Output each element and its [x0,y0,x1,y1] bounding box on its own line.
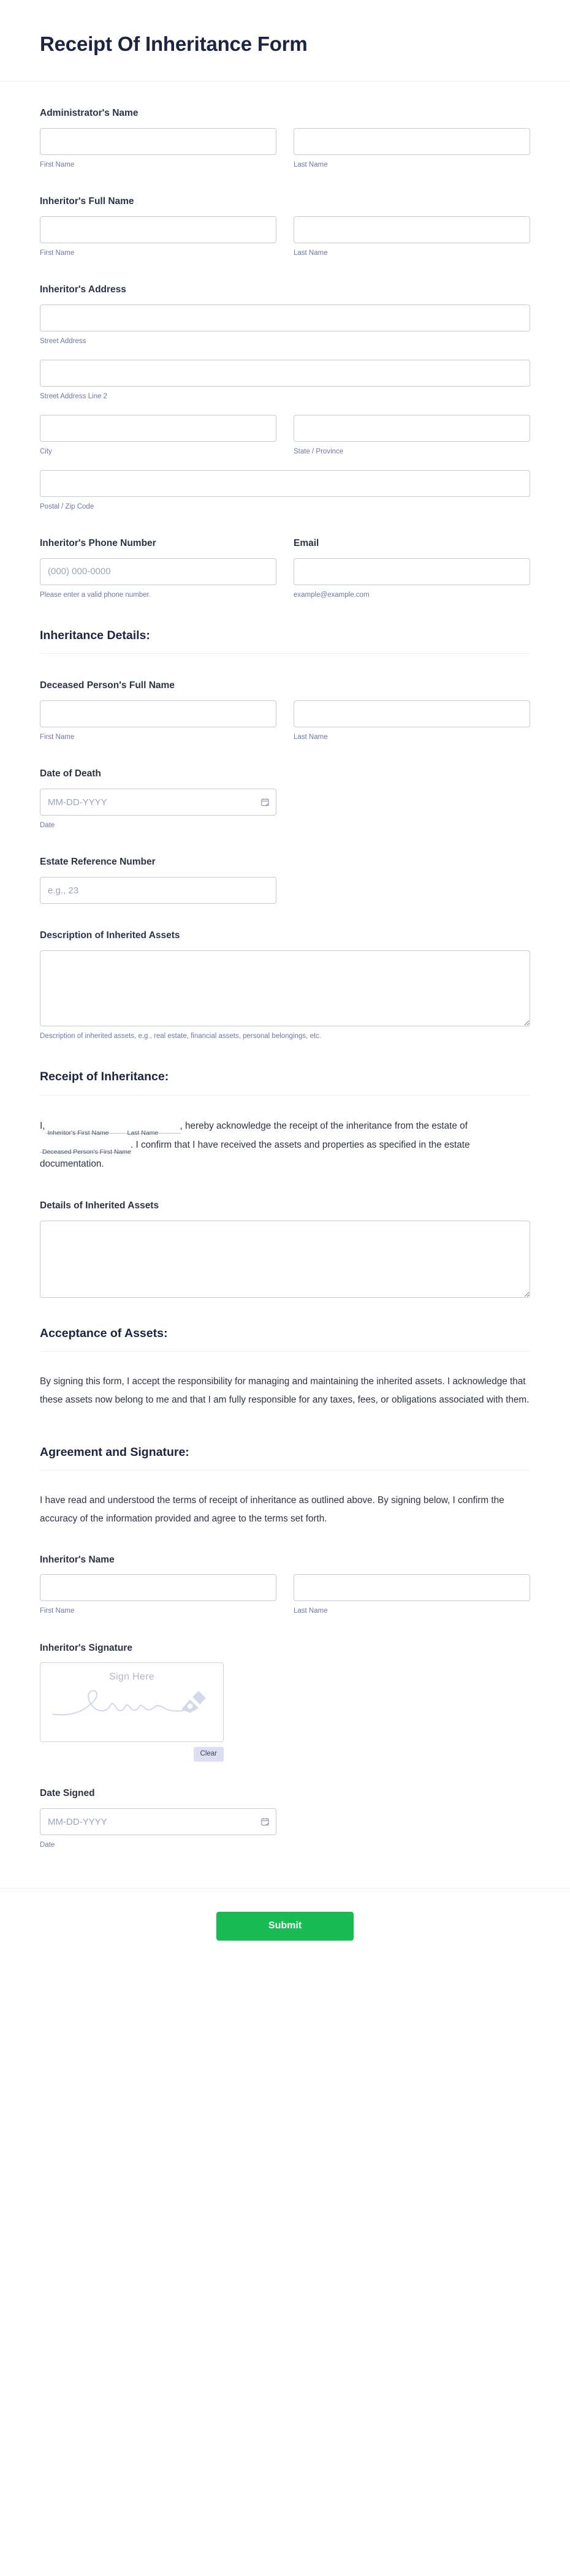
date-of-death-col [40,789,276,830]
inheritor-signature-label: Inheritor's Signature [40,1642,132,1653]
signature-placeholder-text: Sign Here [109,1672,154,1683]
description-assets-sublabel: Description of inherited assets, e.g., real estate, financial assets, personal belongings, etc. [40,1032,321,1040]
administrator-last-name-input[interactable] [294,128,530,155]
inheritor-name-sig-label: Inheritor's Name [40,1554,115,1565]
deceased-first-name-col [40,700,276,742]
phone-email-input-row [40,558,530,600]
administrator-first-name-input[interactable] [40,128,276,155]
deceased-first-name-sublabel: First Name [40,733,75,741]
form-footer [0,1888,570,1968]
date-signed-label: Date Signed [40,1788,95,1799]
administrator-first-name-col [40,128,276,170]
inheritor-address-label: Inheritor's Address [40,284,126,295]
email-input[interactable] [294,558,530,585]
description-assets-label: Description of Inherited Assets [40,930,180,941]
phone-label: Inheritor's Phone Number [40,537,156,548]
date-of-death-sublabel: Date [40,822,55,830]
page-title: Receipt Of Inheritance Form [40,32,308,55]
inheritance-details-section [40,600,530,654]
street-address-2-col [40,360,530,401]
date-of-death-label: Date of Death [40,768,101,779]
city-state-row [40,415,530,456]
inheritor-first-name-sublabel: First Name [40,249,75,257]
phone-email-label-row [40,537,530,558]
street-address-2-sublabel: Street Address Line 2 [40,392,107,400]
street-address-sublabel: Street Address [40,337,86,345]
email-col [294,558,530,600]
date-signed-wrap [40,1808,276,1835]
bottom-spacer [40,1850,530,1861]
inheritor-sig-first-name-col [40,1574,276,1616]
inline-deceased-first-name-label: Deceased Person's First Name [42,1148,131,1156]
inheritor-full-name-block [40,170,530,258]
inheritor-signature-block [40,1616,530,1762]
details-assets-textarea[interactable] [40,1221,530,1298]
phone-email-block [40,512,530,600]
estate-reference-col [40,877,276,904]
inheritor-full-name-label: Inheritor's Full Name [40,195,134,206]
administrator-last-name-sublabel: Last Name [294,161,328,169]
inheritor-address-block [40,258,530,512]
administrator-name-row [40,128,530,170]
phone-label-col [40,537,276,558]
inheritor-sig-last-name-input[interactable] [294,1574,530,1601]
date-signed-col [40,1808,276,1850]
acceptance-of-assets-section [40,1298,530,1352]
signature-placeholder-art [40,1676,223,1729]
inheritor-sig-first-name-input[interactable] [40,1574,276,1601]
deceased-last-name-col [294,700,530,742]
agreement-signature-section [40,1409,530,1471]
acceptance-of-assets-title: Acceptance of Assets: [40,1326,168,1340]
administrator-first-name-sublabel: First Name [40,161,75,169]
inheritor-last-name-input[interactable] [294,216,530,243]
administrator-name-label: Administrator's Name [40,107,139,118]
date-of-death-wrap [40,789,276,816]
state-col [294,415,530,456]
agreement-signature-paragraph: I have read and understood the terms of receipt of inheritance as outlined above. By signing below, I confirm the accuracy of the information provided and agree to the terms set forth. [40,1494,504,1524]
receipt-text-part-2: , hereby acknowledge the receipt of the inheritance from the estate of [180,1120,468,1131]
deceased-first-name-input[interactable] [40,700,276,727]
inline-inheritor-first-name-label: Inheritor's First Name [47,1129,109,1137]
submit-button[interactable]: Submit [216,1912,354,1941]
inheritor-name-sig-block [40,1528,530,1616]
inheritance-details-title: Inheritance Details: [40,628,150,642]
postal-zip-sublabel: Postal / Zip Code [40,502,94,510]
deceased-last-name-input[interactable] [294,700,530,727]
description-assets-block [40,904,530,1041]
inline-deceased-first-name-field [40,1135,131,1154]
description-assets-textarea[interactable] [40,950,530,1026]
form-header [0,0,570,81]
signature-squiggle-icon [40,1676,224,1726]
inheritor-sig-first-name-sublabel: First Name [40,1607,75,1615]
street-address-col [40,305,530,346]
inheritor-sig-last-name-col [294,1574,530,1616]
state-province-sublabel: State / Province [294,447,344,455]
date-signed-input[interactable] [40,1808,276,1835]
signature-clear-row [40,1747,224,1762]
phone-col [40,558,276,600]
receipt-acknowledgement-paragraph [40,1096,530,1174]
deceased-full-name-label: Deceased Person's Full Name [40,680,175,691]
street-address-2-input[interactable] [40,360,530,387]
email-label: Email [294,537,319,548]
email-label-col [294,537,530,558]
phone-sublabel: Please enter a valid phone number. [40,591,151,599]
inline-last-name-label: Last Name [127,1129,159,1137]
receipt-text-part-3: . I confirm that I have received the assets and properties as specified in the estate documentation. [40,1139,470,1170]
estate-reference-input[interactable] [40,877,276,904]
postal-code-col [40,470,530,512]
estate-reference-label: Estate Reference Number [40,857,156,868]
inheritor-full-name-row [40,216,530,258]
receipt-of-inheritance-title: Receipt of Inheritance: [40,1070,169,1084]
details-assets-label: Details of Inherited Assets [40,1200,159,1211]
city-sublabel: City [40,447,52,455]
city-col [40,415,276,456]
inheritor-first-name-input[interactable] [40,216,276,243]
receipt-of-inheritance-section [40,1041,530,1095]
deceased-last-name-sublabel: Last Name [294,733,328,741]
signature-pad[interactable] [40,1662,224,1742]
inheritor-last-name-sublabel: Last Name [294,249,328,257]
deceased-name-row [40,700,530,742]
date-signed-sublabel: Date [40,1841,55,1849]
pen-nib-icon [181,1691,206,1713]
date-of-death-block [40,742,530,830]
inheritor-name-sig-row [40,1574,530,1616]
inheritor-sig-last-name-sublabel: Last Name [294,1607,328,1615]
administrator-name-block [40,81,530,170]
inline-inheritor-first-name-field [45,1116,125,1135]
receipt-text-part-1: I, [40,1120,45,1131]
date-signed-block [40,1762,530,1850]
postal-zip-input[interactable] [40,470,530,497]
inheritor-first-name-col [40,216,276,258]
agreement-signature-title: Agreement and Signature: [40,1445,189,1459]
details-assets-block [40,1174,530,1298]
acceptance-of-assets-paragraph: By signing this form, I accept the responsibility for managing and maintaining the inherited assets. I acknowledge that these assets now belong to me and that I am fully responsible for any taxes, fees, or obligations associated with them. [40,1376,530,1405]
form-body [0,81,570,1862]
administrator-last-name-col [294,128,530,170]
state-province-input[interactable] [294,415,530,442]
estate-reference-block [40,830,530,904]
email-sublabel: example@example.com [294,591,370,599]
clear-signature-button[interactable]: Clear [194,1747,224,1762]
street-address-input[interactable] [40,305,530,331]
deceased-full-name-block [40,654,530,742]
city-input[interactable] [40,415,276,442]
inheritor-last-name-col [294,216,530,258]
phone-input[interactable] [40,558,276,585]
inline-last-name-field [125,1116,180,1135]
date-of-death-input[interactable] [40,789,276,816]
